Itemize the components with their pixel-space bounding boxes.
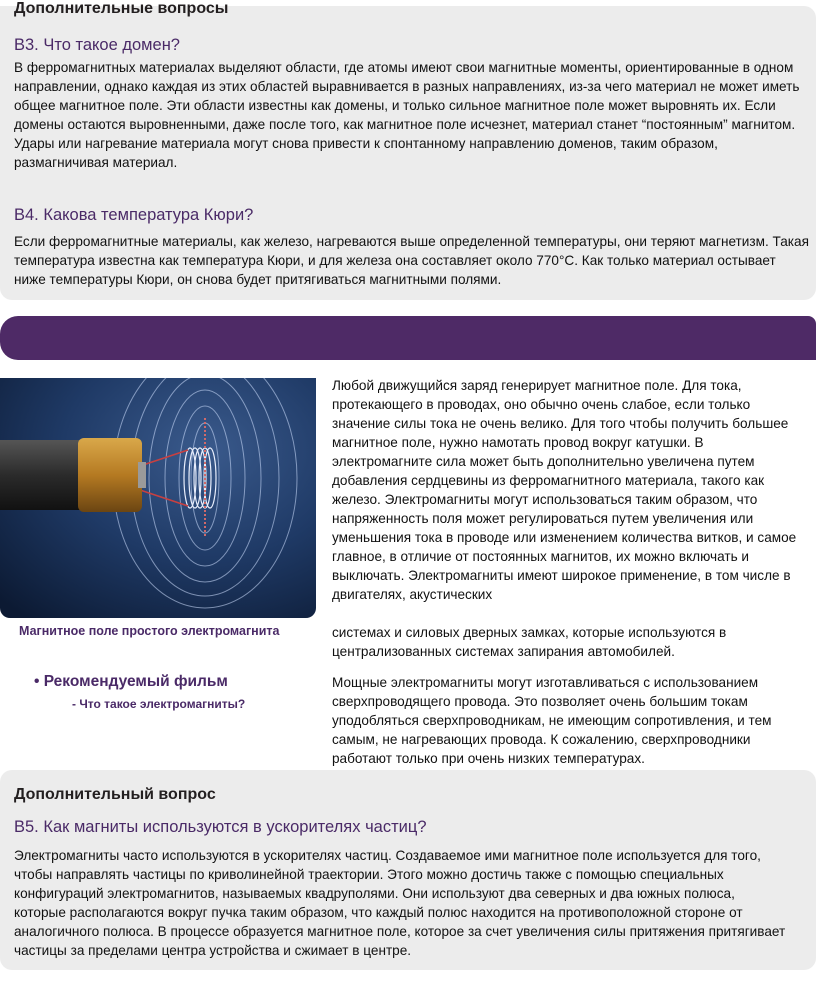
electromagnet-paragraph-2: Мощные электромагниты могут изготавливаться с использованием сверхпроводящего провода. Это позволяет очень большим токам уподобляться сверхпроводникам, не имеющим сопротивления, и тем самым, не нагревающих провода. К сожалению, сверхпроводники работают только при очень низких температурах. — [332, 675, 772, 766]
question-b5-text: Электромагниты часто используются в ускорителях частиц. Создаваемое ими магнитное поле используется для того, чтобы направлять частицы по криволинейной траектории. Этого можно достичь также с помощью специальных конфигураций электромагнитов, называемых квадруполями. Они используют два северных и два южных полюса, которые располагаются вокруг пучка таким образом, что каждый полюс находится на противоположной стороне от аналогичного полюса. В процессе образуется магнитное поле, которое за счет увеличения силы притяжения притягивает частицы за пределами центра устройства и сжимает в центре. — [14, 848, 786, 958]
question-b4-text: Если ферромагнитные материалы, как железо, нагреваются выше определенной температуры, они теряют магнетизм. Такая температура известна как температура Кюри, и для железа она составляет около 770°С. Как только материал остывает ниже температуры Кюри, он снова будет притягиваться магнитными полями. — [14, 234, 809, 287]
recommended-film-link[interactable]: - Что такое электромагниты? — [72, 697, 246, 711]
figure-caption: Магнитное поле простого электромагнита — [19, 624, 280, 638]
electromagnet-paragraph-1-continued: системах и силовых дверных замках, которые используются в централизованных системах запирания автомобилей. — [332, 625, 727, 659]
electromagnet-illustration — [0, 378, 316, 618]
electromagnet-paragraph-1: Любой движущийся заряд генерирует магнитное поле. Для тока, протекающего в проводах, оно обычно очень слабое, если только значение силы тока не очень велико. Для того чтобы получить большее магнитное поле, нужно намотать провод вокруг катушки. В электромагните сила может быть дополнительно увеличена путем добавления сердцевины из ферромагнитного материала, такого как железо. Электромагниты могут использоваться таким образом, что напряженность поля может регулироваться путем увеличения или уменьшения тока в проводе или изменением количества витков, и самое главное, в отличие от постоянных магнитов, их можно включать и выключать. Электромагниты имеют широкое применение, в том числе в двигателях, акустических — [332, 378, 797, 602]
bottom-section-heading: Дополнительный вопрос — [14, 786, 216, 803]
recommended-film-title: • Рекомендуемый фильм — [34, 673, 228, 690]
question-b4-title: В4. Какова температура Кюри? — [14, 206, 254, 224]
question-b3-title: В3. Что такое домен? — [14, 36, 180, 54]
magnetic-field-image — [0, 378, 316, 618]
question-b5-title: В5. Как магниты используются в ускорителях частиц? — [14, 818, 427, 836]
section-heading: Дополнительные вопросы — [14, 0, 229, 17]
question-b3-text: В ферромагнитных материалах выделяют области, где атомы имеют свои магнитные моменты, ориентированные в одном направлении, однако каждая из этих областей выравнивается в разных направлениях, из-за чего материал не может иметь общее магнитное поле. Эти области известны как домены, и только сильное магнитное поле может выровнять их. Если домены остаются выровненными, даже после того, как магнитное поле исчезнет, материал станет “постоянным” магнитом. Удары или нагревание материала могут снова привести к спонтанному направлению доменов, таким образом, размагничивая материал. — [14, 60, 800, 170]
section-banner — [0, 316, 816, 360]
